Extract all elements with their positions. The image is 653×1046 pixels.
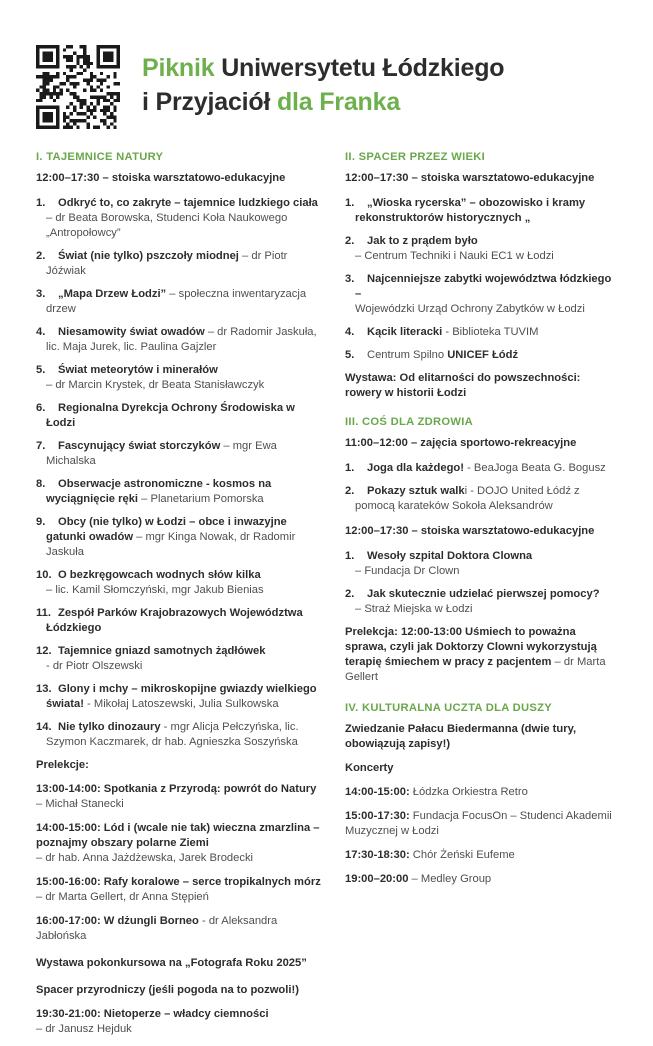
paragraph [345,761,620,776]
item-title: Zespół Parków Krajobrazowych Województwa Łódzkiego [46,607,303,634]
section-subheading: 12:00–17:30 – stoiska warsztatowo-edukacyjne [345,172,595,184]
item-detail: Fundacja FocusOn – Studenci Akademii Muzycznej w Łodzi [345,810,612,837]
paragraph [36,956,323,971]
item-title: Kącik literacki [367,326,443,338]
item-title: Pokazy sztuk walk [367,485,465,497]
item-detail: - Biblioteka TUVIM [442,326,539,338]
item-number: 1. [36,197,46,209]
qr-code [36,45,120,129]
left-column [36,150,323,1046]
item-number: 5. [345,349,355,361]
item-detail: – lic. Kamil Słomczyński, mgr Jakub Bienias [46,584,264,596]
item-detail: – dr Beata Borowska, Studenci Koła Naukowego „Antropołowcy” [46,212,288,239]
list-item [36,720,323,750]
item-title: Prelekcje: [36,759,89,771]
title-accent-dla-franka: dla Franka [276,88,401,116]
item-number: 3. [345,273,355,285]
list-item [36,515,323,560]
item-title: Wystawa pokonkursowa na „Fotografa Roku 2025” [36,957,307,969]
item-number: 14. [36,721,52,733]
item-detail: - dr Aleksandra Jabłońska [36,915,278,942]
item-number: 1. [345,550,355,562]
list-item [345,348,620,363]
item-title: Niesamowity świat owadów [58,326,205,338]
item-detail: Wojewódzki Urząd Ochrony Zabytków w Łodzi [355,303,585,315]
item-number: 4. [345,326,355,338]
list-item [36,439,323,469]
item-number: 3. [36,288,46,300]
item-title: Jak to z prądem było [367,235,478,247]
list-item [345,196,620,226]
header [0,0,653,129]
item-detail: – Fundacja Dr Clown [355,565,460,577]
title-accent-piknik: Piknik [142,54,215,82]
paragraph [345,872,620,887]
list-item [345,272,620,317]
item-detail: Łódzka Orkiestra Retro [409,786,528,798]
list-item [36,325,323,355]
item-title: Glony i mchy – mikroskopijne gwiazdy wielkiego świata! [46,683,317,710]
item-detail: – dr hab. Anna Jażdżewska, Jarek Brodecki [36,852,254,864]
paragraph [36,914,323,944]
item-title: Obserwacje astronomiczne - kosmos na wyciągnięcie ręki [46,478,272,505]
item-title: 16:00-17:00: W dżungli Borneo [36,915,199,927]
list-item [36,401,323,431]
paragraph [36,875,323,905]
list-item [345,461,620,476]
item-title: Świat (nie tylko) pszczoły miodnej [58,250,239,262]
item-number: 1. [345,462,355,474]
item-number: 6. [36,402,46,414]
item-title: „Mapa Drzew Łodzi” [58,288,167,300]
item-detail: – społeczna inwentaryzacja drzew [46,288,307,315]
list-item [345,587,620,617]
item-title: 19:00–20:00 [345,873,409,885]
item-title: O bezkręgowcach wodnych słów kilka [58,569,261,581]
item-detail: – Medley Group [408,873,492,885]
item-title: 15:00-16:00: Rafy koralowe – serce tropikalnych mórz [36,876,321,888]
title-line-2 [142,85,504,119]
item-detail: - BeaJoga Beata G. Bogusz [463,462,606,474]
item-number: 5. [36,364,46,376]
item-number: 2. [345,235,355,247]
list-item [36,682,323,712]
section-subheading: 12:00–17:30 – stoiska warsztatowo-edukacyjne [36,172,286,184]
item-number: 8. [36,478,46,490]
item-detail: – Straż Miejska w Łodzi [355,603,473,615]
paragraph [36,782,323,812]
paragraph [345,809,620,839]
item-number: 13. [36,683,52,695]
item-title: Fascynujący świat storczyków [58,440,221,452]
paragraph [345,848,620,863]
title-line-1 [142,51,504,85]
paragraph [36,1007,323,1037]
item-number: 4. [36,326,46,338]
list-item [345,234,620,264]
item-number: 7. [36,440,46,452]
item-title: UNICEF Łódź [447,349,519,361]
item-detail: i - DOJO United Łódź z pomocą karateków Sokoła Aleksandrów [355,485,580,512]
item-title: Świat meteorytów i minerałów [58,364,218,376]
item-title: Odkryć to, co zakryte – tajemnice ludzkiego ciała [58,197,318,209]
list-item [36,249,323,279]
title-text-2: i Przyjaciół [142,88,277,116]
item-detail: – Centrum Techniki i Nauki EC1 w Łodzi [355,250,554,262]
item-title: Nie tylko dinozaury [58,721,161,733]
list-item [36,477,323,507]
list-item [345,484,620,514]
section-subheading: 12:00–17:30 – stoiska warsztatowo-edukacyjne [345,525,595,537]
item-number: 12. [36,645,52,657]
item-number: 10. [36,569,52,581]
section-heading: II. SPACER PRZEZ WIEKI [345,151,486,163]
paragraph [345,722,620,752]
item-title: 19:30-21:00: Nietoperze – władcy ciemności [36,1008,269,1020]
item-title: Regionalna Dyrekcja Ochrony Środowiska w Łodzi [46,402,295,429]
item-detail: – dr Marcin Krystek, dr Beata Stanisławczyk [46,379,265,391]
item-title: Tajemnice gniazd samotnych żądłówek [58,645,266,657]
item-detail: Centrum Spilno [367,349,448,361]
section-heading: I. TAJEMNICE NATURY [36,151,164,163]
qr-code-image [36,45,120,129]
item-number: 9. [36,516,46,528]
item-title: 15:00-17:30: [345,810,410,822]
list-item [36,644,323,674]
item-number: 2. [345,485,355,497]
item-title: Wystawa: Od elitarności do powszechności: rowery w historii Łodzi [345,372,581,399]
right-column [345,150,620,896]
item-title: 14:00-15:00: Lód i (wcale nie tak) wieczna zmarzlina – poznajmy obszary polarne Ziemi [36,822,320,849]
section-heading: III. COŚ DLA ZDROWIA [345,416,474,428]
page-title [142,51,504,119]
item-number: 2. [36,250,46,262]
item-detail: Chór Żeński Eufeme [409,849,515,861]
item-detail: - mgr Alicja Pełczyńska, lic. Szymon Kaczmarek, dr hab. Agnieszka Soszyńska [46,721,299,748]
item-detail: – Planetarium Pomorska [138,493,264,505]
section-subheading: 11:00–12:00 – zajęcia sportowo-rekreacyjne [345,437,577,449]
paragraph [36,821,323,866]
item-detail: - Mikołaj Latoszewski, Julia Sulkowska [83,698,279,710]
item-detail: – mgr Ewa Michalska [46,440,277,467]
item-detail: – dr Janusz Hejduk [36,1023,132,1035]
item-title: 14:00-15:00: [345,786,410,798]
item-title: 17:30-18:30: [345,849,410,861]
paragraph [36,983,323,998]
title-text-1: Uniwersytetu Łódzkiego [214,54,505,82]
item-title: Prelekcja: 12:00-13:00 Uśmiech to poważna sprawa, czyli jak Doktorzy Clowni wykorzystują terapię śmiechem w pracy z pacjentem [345,626,597,668]
list-item [36,363,323,393]
paragraph [36,758,323,773]
list-item [36,287,323,317]
list-item [345,549,620,579]
item-title: Obcy (nie tylko) w Łodzi – obce i inwazyjne gatunki owadów [46,516,287,543]
item-number: 11. [36,607,51,619]
item-title: Joga dla każdego! [367,462,464,474]
list-item [36,568,323,598]
section-heading: IV. KULTURALNA UCZTA DLA DUSZY [345,702,553,714]
paragraph [345,371,620,401]
item-number: 2. [345,588,355,600]
item-title: Najcenniejsze zabytki województwa łódzkiego – [355,273,612,300]
item-detail: – dr Marta Gellert [345,656,606,683]
item-title: Spacer przyrodniczy (jeśli pogoda na to pozwoli!) [36,984,299,996]
item-title: Wesoły szpital Doktora Clowna [367,550,533,562]
item-detail: – Michał Stanecki [36,798,124,810]
item-detail: – mgr Kinga Nowak, dr Radomir Jaskuła [46,531,296,558]
item-number: 1. [345,197,355,209]
item-detail: - dr Piotr Olszewski [46,660,143,672]
content-columns [0,129,653,1046]
item-title: 13:00-14:00: Spotkania z Przyrodą: powrót do Natury [36,783,317,795]
item-title: Jak skutecznie udzielać pierwszej pomocy? [367,588,600,600]
paragraph [345,625,620,685]
list-item [36,196,323,241]
item-detail: – dr Marta Gellert, dr Anna Stępień [36,891,209,903]
paragraph [345,785,620,800]
item-title: Zwiedzanie Pałacu Biedermanna (dwie tury, obowiązują zapisy!) [345,723,577,750]
item-detail: – dr Radomir Jaskuła, lic. Maja Jurek, lic. Paulina Gajzler [46,326,317,353]
list-item [36,606,323,636]
item-detail: – dr Piotr Jóźwiak [46,250,288,277]
item-title: Koncerty [345,762,394,774]
item-title: „Wioska rycerska” – obozowisko i kramy rekonstruktorów historycznych „ [355,197,586,224]
list-item [345,325,620,340]
